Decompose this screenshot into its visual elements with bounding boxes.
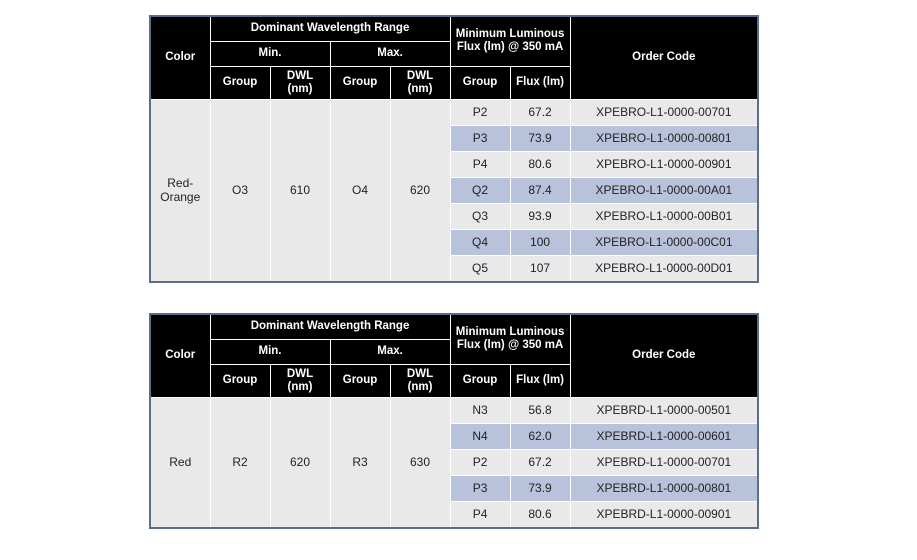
flux-value-cell: 80.6 — [510, 501, 570, 528]
max-group-cell: O4 — [330, 99, 390, 282]
flux-value-cell: 62.0 — [510, 423, 570, 449]
order-code-cell: XPEBRO-L1-0000-00901 — [570, 151, 758, 177]
min-group-header: Group — [210, 66, 270, 99]
spec-table-red — [149, 313, 759, 529]
flux-group-cell: Q2 — [450, 177, 510, 203]
min-header: Min. — [210, 41, 330, 66]
color-header: Color — [150, 16, 210, 99]
min-header: Min. — [210, 339, 330, 364]
flux-value-cell: 100 — [510, 229, 570, 255]
max-header: Max. — [330, 41, 450, 66]
order-code-cell: XPEBRD-L1-0000-00701 — [570, 449, 758, 475]
order-code-cell: XPEBRD-L1-0000-00801 — [570, 475, 758, 501]
min-dwl-header: DWL (nm) — [270, 66, 330, 99]
min-group-cell: R2 — [210, 397, 270, 528]
flux-group-cell: P2 — [450, 449, 510, 475]
flux-value-cell: 87.4 — [510, 177, 570, 203]
flux-group-header: Group — [450, 364, 510, 397]
max-dwl-cell: 620 — [390, 99, 450, 282]
order-code-cell: XPEBRD-L1-0000-00601 — [570, 423, 758, 449]
flux-value-cell: 73.9 — [510, 475, 570, 501]
max-dwl-header: DWL (nm) — [390, 364, 450, 397]
min-dwl-header: DWL (nm) — [270, 364, 330, 397]
luminous-flux-header: Minimum Luminous Flux (lm) @ 350 mA — [450, 16, 570, 66]
luminous-flux-header: Minimum Luminous Flux (lm) @ 350 mA — [450, 314, 570, 364]
flux-value-cell: 56.8 — [510, 397, 570, 423]
flux-group-cell: Q5 — [450, 255, 510, 282]
min-dwl-cell: 610 — [270, 99, 330, 282]
max-header: Max. — [330, 339, 450, 364]
order-code-cell: XPEBRO-L1-0000-00801 — [570, 125, 758, 151]
dominant-wavelength-header: Dominant Wavelength Range — [210, 314, 450, 339]
flux-value-cell: 107 — [510, 255, 570, 282]
flux-group-cell: P4 — [450, 151, 510, 177]
flux-group-cell: P3 — [450, 475, 510, 501]
flux-group-cell: P3 — [450, 125, 510, 151]
flux-header: Flux (lm) — [510, 66, 570, 99]
flux-group-cell: P4 — [450, 501, 510, 528]
max-group-cell: R3 — [330, 397, 390, 528]
flux-header: Flux (lm) — [510, 364, 570, 397]
order-code-cell: XPEBRO-L1-0000-00C01 — [570, 229, 758, 255]
order-code-cell: XPEBRD-L1-0000-00901 — [570, 501, 758, 528]
order-code-cell: XPEBRO-L1-0000-00D01 — [570, 255, 758, 282]
min-group-cell: O3 — [210, 99, 270, 282]
color-cell: Red — [150, 397, 210, 528]
flux-group-cell: N3 — [450, 397, 510, 423]
max-dwl-header: DWL (nm) — [390, 66, 450, 99]
order-code-header: Order Code — [570, 314, 758, 397]
flux-value-cell: 73.9 — [510, 125, 570, 151]
flux-group-cell: N4 — [450, 423, 510, 449]
order-code-cell: XPEBRO-L1-0000-00A01 — [570, 177, 758, 203]
flux-group-cell: Q4 — [450, 229, 510, 255]
flux-value-cell: 67.2 — [510, 449, 570, 475]
max-group-header: Group — [330, 66, 390, 99]
flux-group-cell: P2 — [450, 99, 510, 125]
order-code-cell: XPEBRO-L1-0000-00B01 — [570, 203, 758, 229]
spec-table-red-orange — [149, 15, 759, 283]
min-dwl-cell: 620 — [270, 397, 330, 528]
flux-value-cell: 93.9 — [510, 203, 570, 229]
color-cell: Red- Orange — [150, 99, 210, 282]
flux-value-cell: 67.2 — [510, 99, 570, 125]
min-group-header: Group — [210, 364, 270, 397]
order-code-header: Order Code — [570, 16, 758, 99]
flux-group-header: Group — [450, 66, 510, 99]
flux-group-cell: Q3 — [450, 203, 510, 229]
color-header: Color — [150, 314, 210, 397]
max-group-header: Group — [330, 364, 390, 397]
order-code-cell: XPEBRD-L1-0000-00501 — [570, 397, 758, 423]
order-code-cell: XPEBRO-L1-0000-00701 — [570, 99, 758, 125]
dominant-wavelength-header: Dominant Wavelength Range — [210, 16, 450, 41]
flux-value-cell: 80.6 — [510, 151, 570, 177]
max-dwl-cell: 630 — [390, 397, 450, 528]
